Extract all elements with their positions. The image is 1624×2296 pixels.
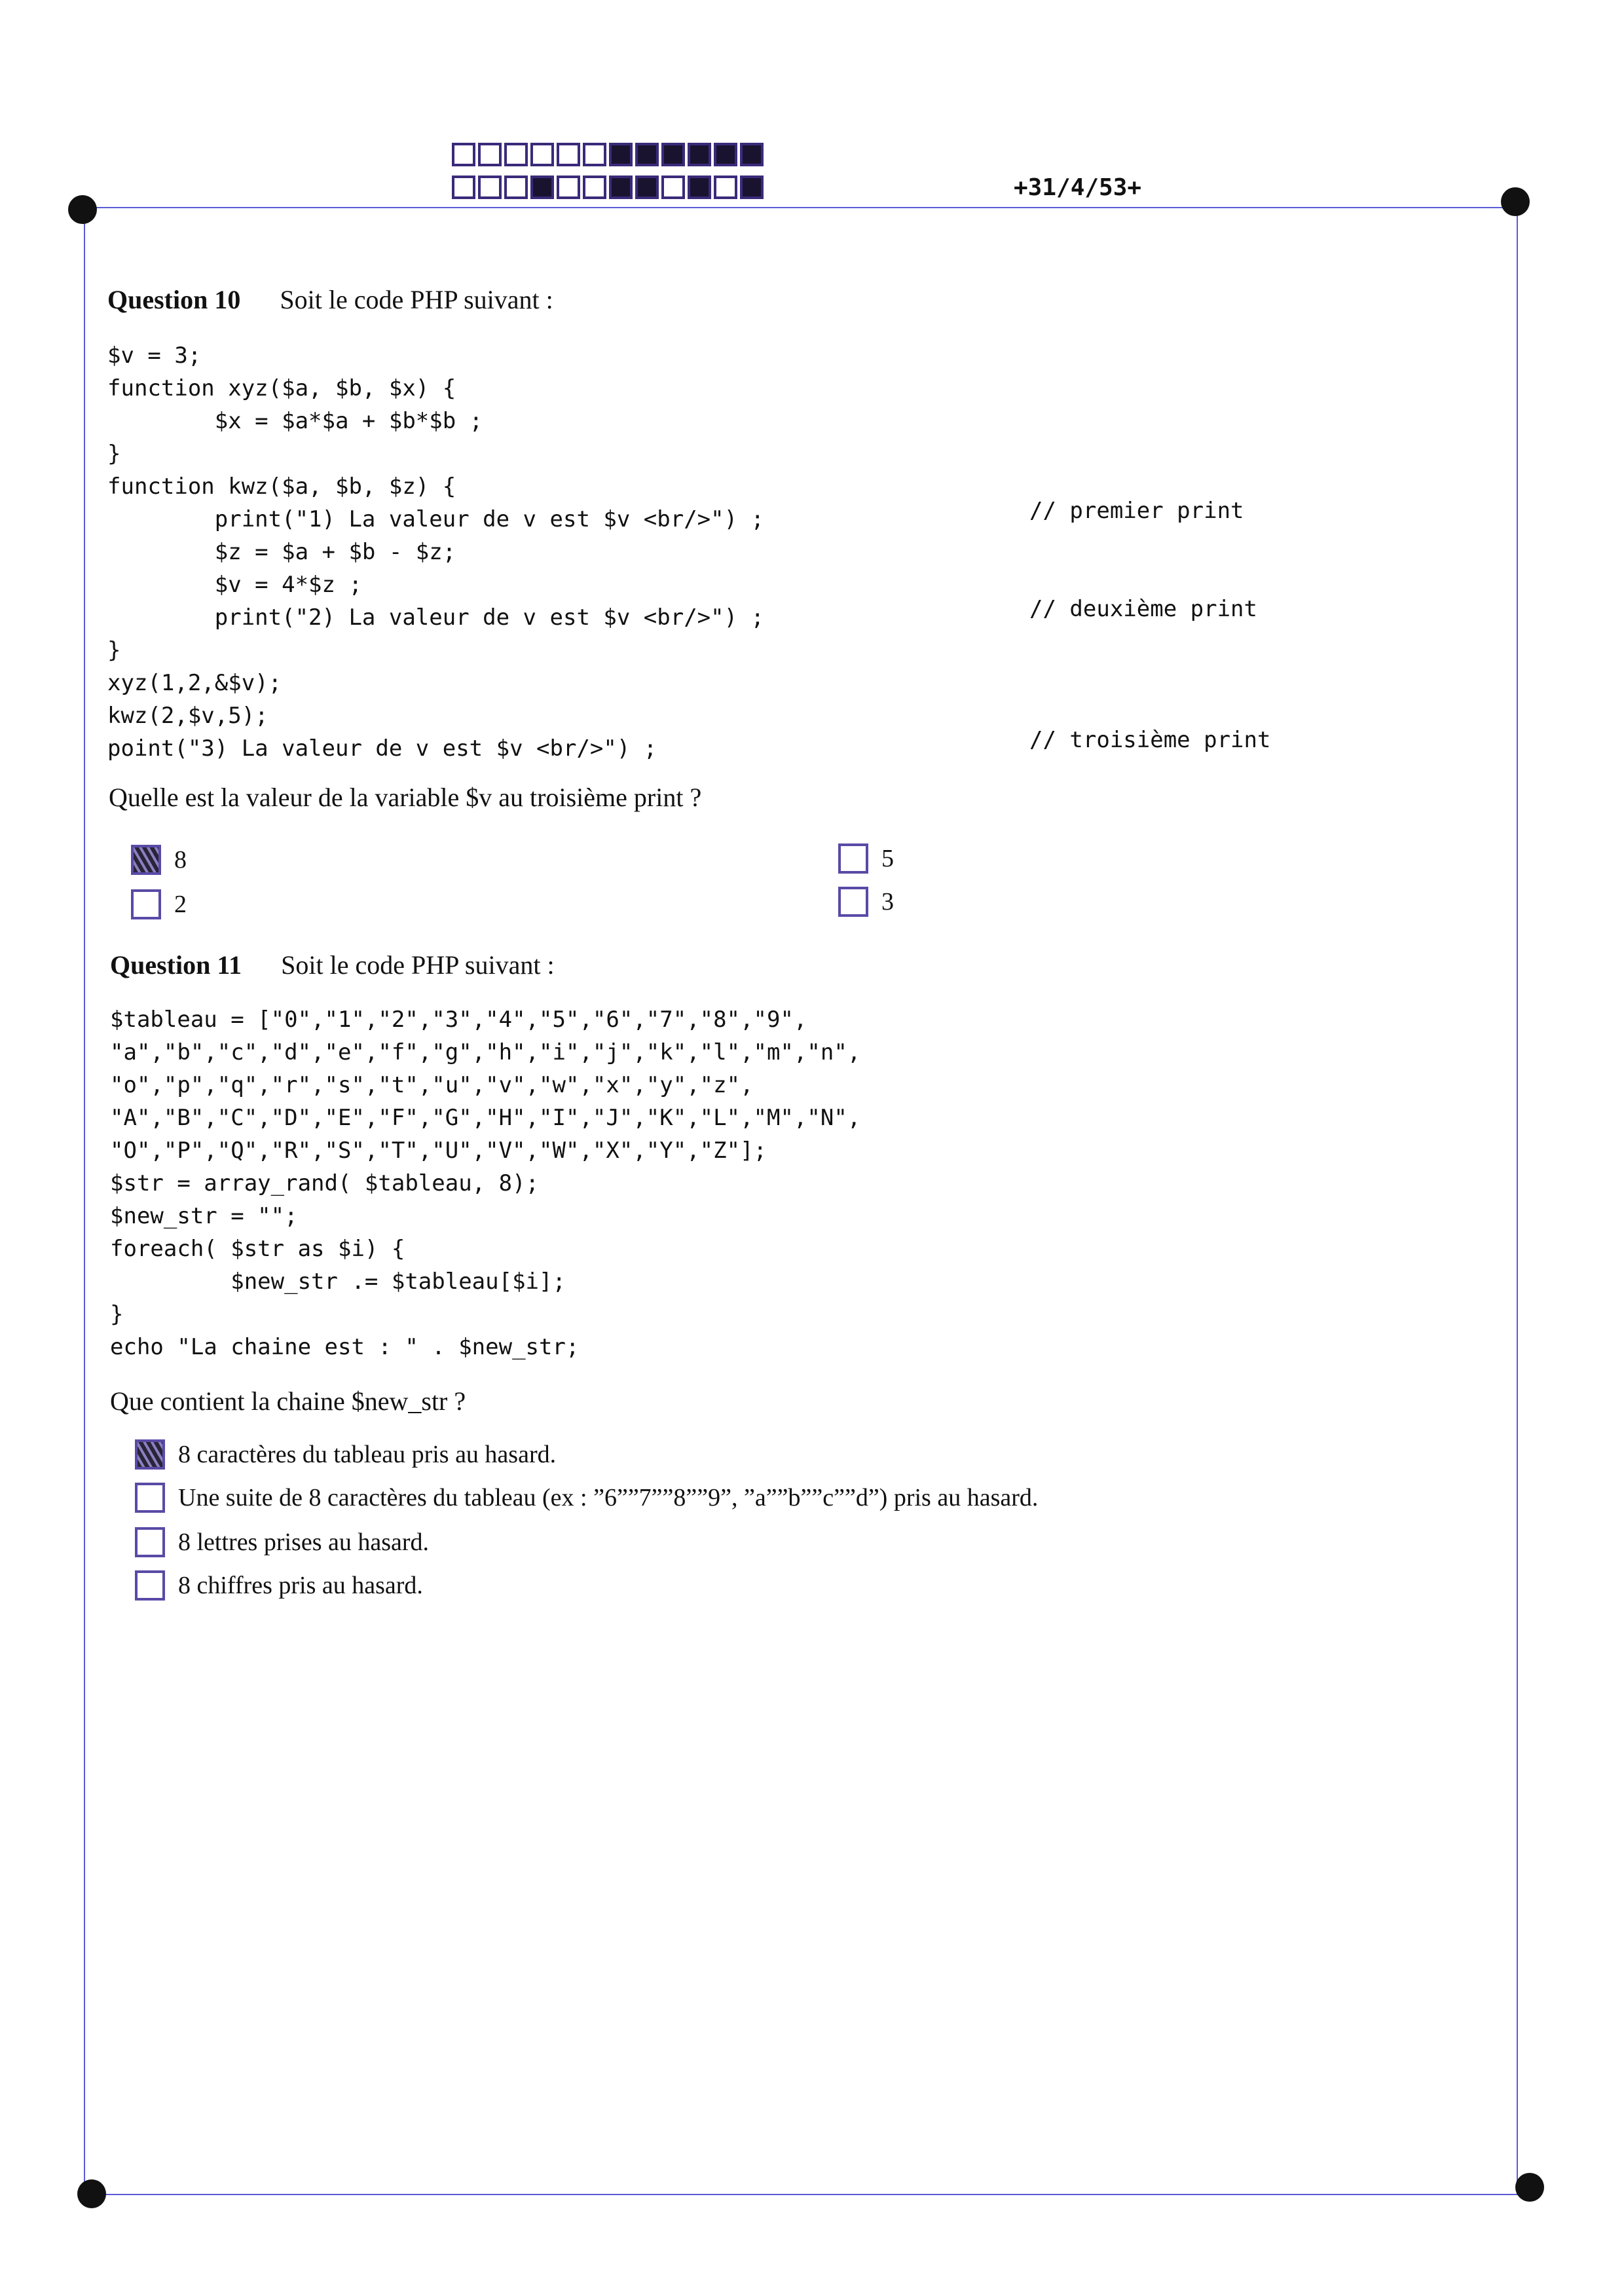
code-block-q11 <box>110 1003 860 1363</box>
code-comment: // premier print <box>1029 498 1244 524</box>
checkbox[interactable] <box>838 887 868 917</box>
choice-3[interactable] <box>838 887 894 917</box>
choice-label: 5 <box>881 845 894 872</box>
question-number: Question 10 <box>107 285 241 314</box>
code-line: $x = $a*$a + $b*$b ; <box>107 408 483 434</box>
question-intro: Soit le code PHP suivant : <box>280 285 553 314</box>
choice-2[interactable] <box>131 889 187 919</box>
barcode-cell <box>635 176 659 199</box>
question-number: Question 11 <box>110 950 242 980</box>
code-line: print("2) La valeur de v est $v <br/>") ; <box>107 604 765 631</box>
checkbox[interactable] <box>131 889 161 919</box>
choice-label: 8 chiffres pris au hasard. <box>178 1572 423 1599</box>
code-line: $new_str = ""; <box>110 1203 298 1229</box>
barcode-cell <box>452 143 475 166</box>
choice-4[interactable] <box>135 1570 423 1601</box>
barcode-cell <box>583 143 606 166</box>
code-comment: // deuxième print <box>1029 596 1257 622</box>
code-line: function xyz($a, $b, $x) { <box>107 375 456 401</box>
choice-5[interactable] <box>838 843 894 874</box>
barcode-cell <box>688 143 711 166</box>
choice-3[interactable] <box>135 1527 429 1557</box>
question-11-header <box>110 950 555 980</box>
code-line: $v = 4*$z ; <box>107 572 362 598</box>
barcode-cell <box>557 143 580 166</box>
code-line: "A","B","C","D","E","F","G","H","I","J","K","L","M","N", <box>110 1105 861 1131</box>
code-comment: // troisième print <box>1029 727 1271 753</box>
choice-1[interactable] <box>135 1439 556 1470</box>
barcode-cell <box>740 143 764 166</box>
choice-label: 8 caractères du tableau pris au hasard. <box>178 1441 557 1468</box>
barcode-cell <box>452 176 475 199</box>
corner-mark-bottom-right <box>1515 2173 1544 2202</box>
choice-2[interactable] <box>135 1483 1038 1513</box>
code-line: point("3) La valeur de v est $v <br/>") ; <box>107 735 657 762</box>
question-prompt: Quelle est la valeur de la variable $v au troisième print ? <box>109 783 702 812</box>
code-line: $str = array_rand( $tableau, 8); <box>110 1170 540 1196</box>
code-line: kwz(2,$v,5); <box>107 703 268 729</box>
question-10-header <box>107 284 553 315</box>
checkbox[interactable] <box>135 1527 165 1557</box>
corner-mark-top-right <box>1501 187 1530 216</box>
code-line: print("1) La valeur de v est $v <br/>") ; <box>107 506 765 532</box>
barcode-cell <box>609 176 633 199</box>
barcode-cell <box>557 176 580 199</box>
barcode-cell <box>478 176 502 199</box>
code-line: } <box>110 1301 124 1327</box>
barcode-row-bottom <box>452 176 766 199</box>
barcode-cell <box>504 143 528 166</box>
checkbox[interactable] <box>131 845 161 875</box>
corner-mark-bottom-left <box>77 2179 106 2208</box>
code-line: "a","b","c","d","e","f","g","h","i","j","k","l","m","n", <box>110 1039 861 1065</box>
corner-mark-top-left <box>68 195 97 224</box>
code-line: "o","p","q","r","s","t","u","v","w","x","y","z", <box>110 1072 754 1098</box>
checkbox[interactable] <box>135 1439 165 1470</box>
choice-8[interactable] <box>131 845 187 875</box>
barcode-cell <box>714 143 737 166</box>
checkbox[interactable] <box>135 1570 165 1601</box>
code-block-q10 <box>107 339 764 765</box>
barcode-cell <box>530 143 554 166</box>
checkbox[interactable] <box>838 843 868 874</box>
barcode-cell <box>635 143 659 166</box>
page-id: +31/4/53+ <box>1014 174 1142 201</box>
barcode-cell <box>504 176 528 199</box>
code-line: "O","P","Q","R","S","T","U","V","W","X","Y","Z"]; <box>110 1138 767 1164</box>
question-intro: Soit le code PHP suivant : <box>281 950 555 980</box>
code-line: } <box>107 637 121 663</box>
code-line: echo "La chaine est : " . $new_str; <box>110 1334 580 1360</box>
code-line: foreach( $str as $i) { <box>110 1236 405 1262</box>
choice-label: Une suite de 8 caractères du tableau (ex : ”6””7””8””9”, ”a””b””c””d”) pris au hasard. <box>178 1484 1039 1511</box>
code-line: } <box>107 441 121 467</box>
code-line: function kwz($a, $b, $z) { <box>107 473 456 500</box>
code-line: $v = 3; <box>107 343 202 369</box>
barcode-cell <box>478 143 502 166</box>
barcode-cell <box>714 176 737 199</box>
barcode-cell <box>583 176 606 199</box>
barcode-cell <box>740 176 764 199</box>
barcode-cell <box>530 176 554 199</box>
barcode-cell <box>661 176 685 199</box>
barcode-cell <box>688 176 711 199</box>
barcode-row-top <box>452 143 766 166</box>
code-line: xyz(1,2,&$v); <box>107 670 282 696</box>
barcode-cell <box>609 143 633 166</box>
barcode-cell <box>661 143 685 166</box>
choice-label: 3 <box>881 888 894 916</box>
question-prompt: Que contient la chaine $new_str ? <box>110 1386 466 1416</box>
choice-label: 8 <box>174 846 187 874</box>
code-line: $new_str .= $tableau[$i]; <box>110 1268 566 1295</box>
choice-label: 8 lettres prises au hasard. <box>178 1528 430 1556</box>
code-line: $tableau = ["0","1","2","3","4","5","6","7","8","9", <box>110 1007 807 1033</box>
code-line: $z = $a + $b - $z; <box>107 539 456 565</box>
checkbox[interactable] <box>135 1483 165 1513</box>
choice-label: 2 <box>174 891 187 918</box>
